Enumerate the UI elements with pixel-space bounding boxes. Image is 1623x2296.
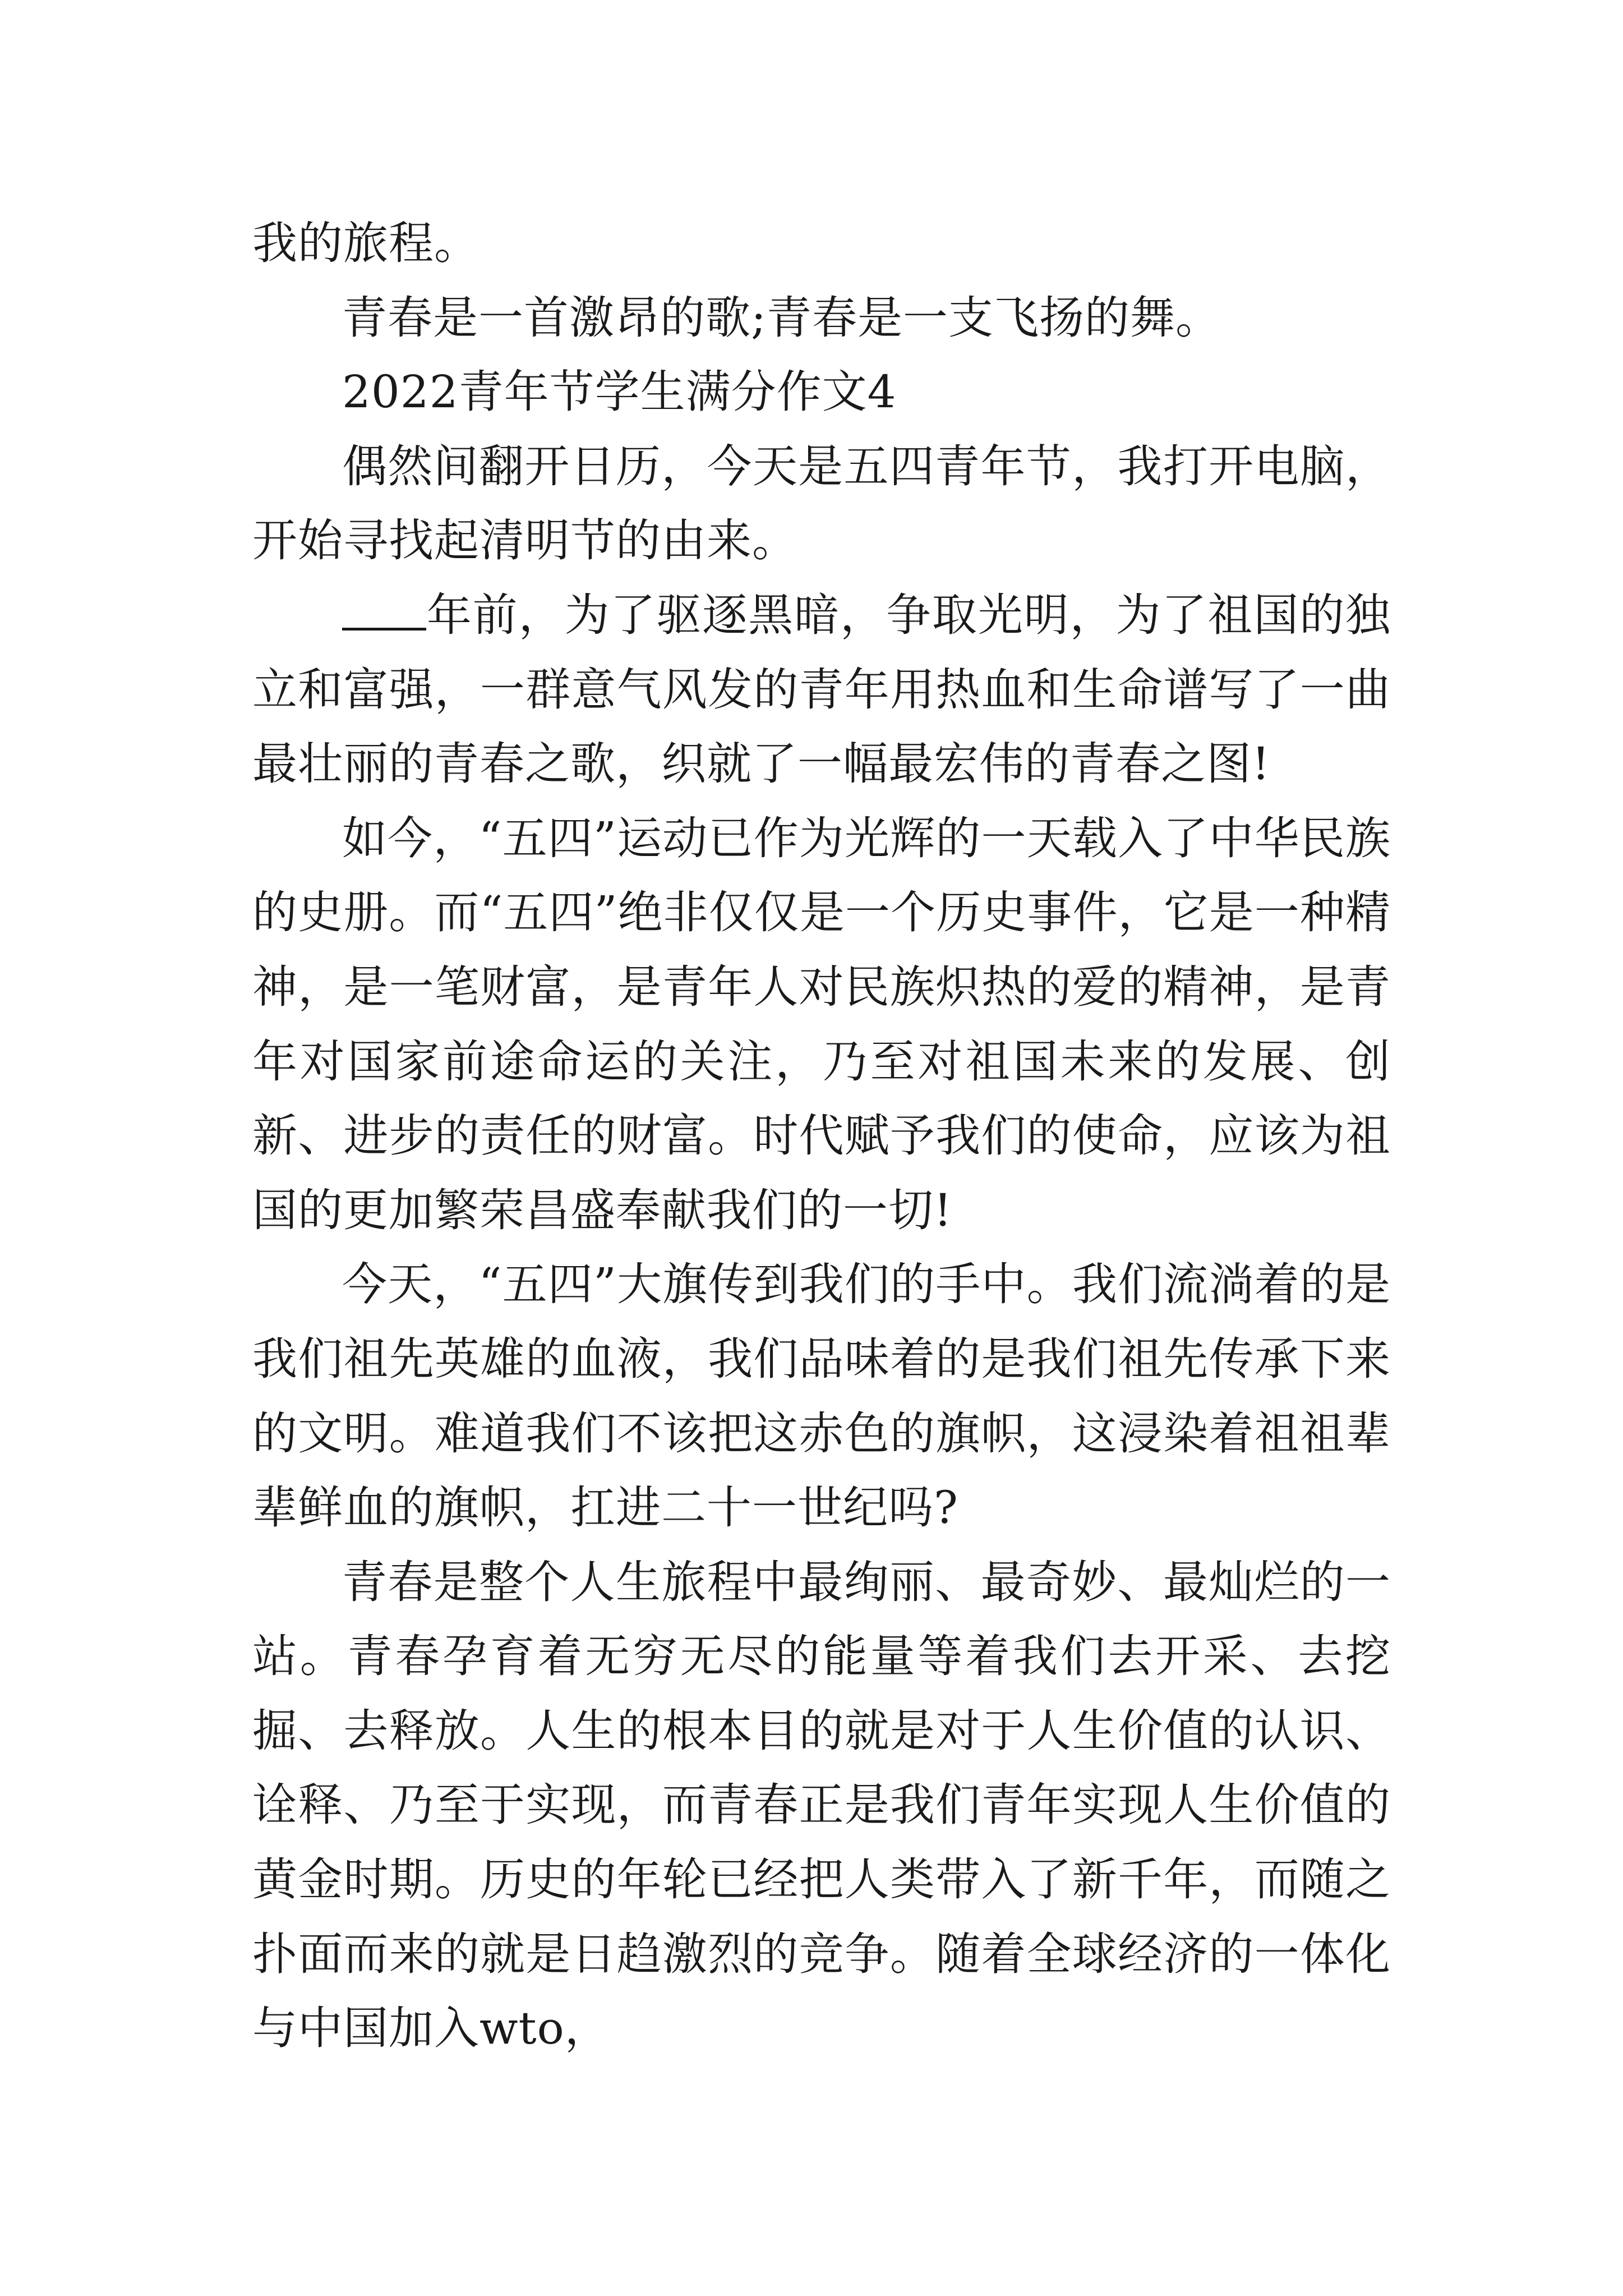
paragraph-text: 偶然间翻开日历，今天是五四青年节，我打开电脑，开始寻找起清明节的由来。 [252,440,1391,567]
paragraph-text: 我的旅程。 [252,217,479,269]
paragraph-text: 年前，为了驱逐黑暗，争取光明，为了祖国的独立和富强，一群意气风发的青年用热血和生命谱写了一曲最壮丽的青春之歌，织就了一幅最宏伟的青春之图! [252,588,1391,790]
section-heading [252,355,1391,430]
paragraph-5 [252,802,1391,1248]
paragraph-text: 今天，“五四”大旗传到我们的手中。我们流淌着的是我们祖先英雄的血液，我们品味着的是我们祖先传承下来的文明。难道我们不该把这赤色的旗帜，这浸染着祖祖辈辈鲜血的旗帜，扛进二十一世纪吗? [252,1258,1391,1534]
paragraph-2 [252,281,1391,356]
paragraph-7 [252,1545,1391,2066]
fill-in-blank [342,587,426,631]
paragraph-3 [252,430,1391,578]
document-body [252,206,1391,2066]
paragraph-text: 青春是一首激昂的歌;青春是一支飞扬的舞。 [342,291,1221,344]
paragraph-1 [252,206,1391,281]
heading-text: 2022青年节学生满分作文4 [342,366,897,418]
paragraph-6 [252,1248,1391,1545]
paragraph-4 [252,578,1391,802]
paragraph-text: 如今，“五四”运动已作为光辉的一天载入了中华民族的史册。而“五四”绝非仅仅是一个历史事件，它是一种精神，是一笔财富，是青年人对民族炽热的爱的精神，是青年对国家前途命运的关注，乃至对祖国未来的发展、创新、进步的责任的财富。时代赋予我们的使命，应该为祖国的更加繁荣昌盛奉献我们的一切! [252,812,1391,1236]
paragraph-text: 青春是整个人生旅程中最绚丽、最奇妙、最灿烂的一站。青春孕育着无穷无尽的能量等着我们去开采、去挖掘、去释放。人生的根本目的就是对于人生价值的认识、诠释、乃至于实现，而青春正是我们青年实现人生价值的黄金时期。历史的年轮已经把人类带入了新千年，而随之扑面而来的就是日趋激烈的竞争。随着全球经济的一体化与中国加入wto， [252,1556,1391,2055]
